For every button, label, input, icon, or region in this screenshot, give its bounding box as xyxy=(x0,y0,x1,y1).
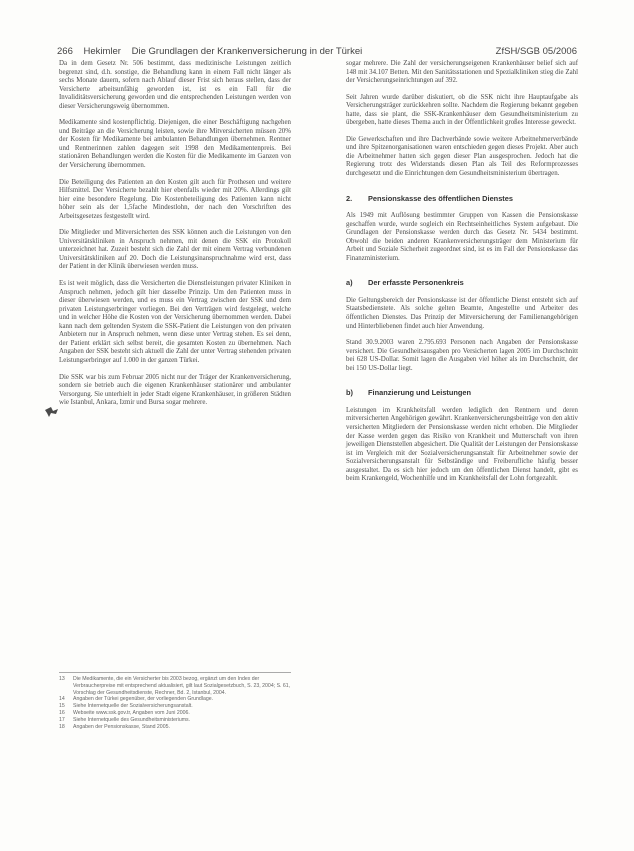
left-column xyxy=(59,60,291,416)
subsection-number: a) xyxy=(346,278,353,288)
paragraph: Die SSK war bis zum Februar 2005 nicht nur der Träger der Krankenversicherung, sondern sie betrieb auch die eigenen Krankenhäuser stationärer und ambulanter Versorgung. Sie unterhielt in jeder Stadt eigene Krankenhäuser, in größeren Städten wie Istanbul, Ankara, Izmir und Bursa sogar mehrere. xyxy=(59,373,291,407)
header-left xyxy=(57,46,370,57)
paragraph: Seit Jahren wurde darüber diskutiert, ob die SSK nicht ihre Hauptaufgabe als Versicherungsträger zurückkehren sollte. Nachdem die Regierung bekannt gegeben hatte, dass sie plant, die SSK-Krankenhäuser dem Gesundheitsministerium zu übergeben, hatte dieses Thema auch in der Öffentlichkeit großes Interesse geweckt. xyxy=(346,93,578,127)
paragraph: Da in dem Gesetz Nr. 506 bestimmt, dass medizinische Leistungen zeitlich begrenzt sind, d.h. sonstige, die Behandlung kann in einem Fall nicht länger als sechs Monate dauern, sofern nach Ablauf dieser Frist sich heraus stellen, dass der Versicherte arbeitsunfähig geworden ist, ist es ein Fall für die Invaliditätsversicherung geworden und die entsprechenden Leistungen werden von dieser Versicherungsweig übernommen. xyxy=(59,60,291,110)
subsection-number: b) xyxy=(346,388,353,398)
paragraph: Die Mitglieder und Mitversicherten des SSK können auch die Leistungen von den Universitätskliniken in Anspruch nehmen, mit denen die SSK ein Protokoll unterzeichnet hat. Zuzeit besteht sich die Zahl der mit einem Vertrag verbundenen Universitätskliniken auf 20. Doch die Leistungsinanspruchnahme wird erst, dass der Patient in der Klinik überwiesen werden muss. xyxy=(59,229,291,271)
footnote: 13 Die Medikamente, die ein Versicherter bis 2003 bezog, ergänzt um den Index der Verbraucherpreise mit entsprechend aktualisiert, gilt laut Sozialgesetzbuch, S. 23, 2004; S. 61, Vorschlag der Gesundheitsdienste, Rechner, Bd. 2, Istanbul, 2004. xyxy=(59,676,291,696)
paragraph: Stand 30.9.2003 waren 2.795.693 Personen nach Angaben der Pensionskasse versichert. Die Gesundheitsausgaben pro Versicherten lagen 2005 im Durchschnitt bei 628 US-Dollar. Somit lagen die Ausgaben viel höher als im Durchschnitt, der bei 150 US-Dollar liegt. xyxy=(346,339,578,372)
subsection-title: Der erfasste Personenkreis xyxy=(368,278,464,288)
header-title: Die Grundlagen der Krankenversicherung in der Türkei xyxy=(131,46,363,57)
right-column xyxy=(346,60,578,492)
paragraph: Medikamente sind kostenpflichtig. Diejenigen, die einer Beschäftigung nachgehen und Beiträge an die Versicherung leisten, sowie ihre Mitversicherten müssen 20% der Kosten für Medikamente bei ambulanten Behandlungen übernehmen. Rentner und Rentnerinnen zahlen dagegen seit 1998 den Medikamentenpreis. Bei stationären Behandlungen werden die Kosten für die Medikamente im Ganzen von der Versicherung übernommen. xyxy=(59,119,291,170)
paragraph: Die Gewerkschaften und ihre Dachverbände sowie weitere Arbeitnehmerverbände und ihre Spitzenorganisationen waren entschieden gegen dieses Projekt. Aber auch die Arbeitnehmer hatten sich gegen dieser Plan ausgesprochen. Jedoch hat die Regierung trotz des Widerstands diesen Plan als Teil des Reformprozesses durchgesetzt und die Einrichtungen dem Gesundheitsministerium übertragen. xyxy=(346,135,578,178)
footnote: 15 Siehe Internetquelle der Sozialversicherungsanstalt. xyxy=(59,703,193,710)
paragraph: Die Geltungsbereich der Pensionskasse ist der öffentliche Dienst entsteht sich auf Staatsbedienstete. Als solche gelten Beamte, Angestellte und Arbeiter des öffentlichen Dienstes. Das Prinzip der Mitversicherung der Familienangehörigen und Hinterbliebenen findet auch hier Anwendung. xyxy=(346,296,578,330)
section-title: Pensionskasse des öffentlichen Dienstes xyxy=(368,193,513,203)
section-number: 2. xyxy=(346,193,353,203)
paragraph: Leistungen im Krankheitsfall werden lediglich den Rentnern und deren mitversicherten Angehörigen gewährt. Krankenversicherungsbeiträge von den aktiv versicherten Mitgliedern der Pensionskasse werden nicht erhoben. Die Mitglieder der Kasse werden gegen das Risiko von Krankheit und Mutterschaft von ihren jeweiligen Dienststellen abgesichert. Die Qualität der Leistungen der Pensionskasse ist im Vergleich mit der Sozialversicherungsanstalt für Arbeitnehmer sowie der Sozialversicherungsanstalt für Selbständige und Freiberufliche häufig besser ausgestaltet. Da es sich hier jedoch um den öffentlichen Dienst handelt, gibt es beim Krankengeld, Wochenhilfe und im Krankheitsfall der Lohn fortgezahlt. xyxy=(346,406,578,483)
paragraph: sogar mehrere. Die Zahl der versicherungseigenen Krankenhäuser belief sich auf 148 mit 34.107 Betten. Mit den Sanitätsstationen und Spezialkliniken stieg die Zahl der Versicherungseinrichtungen auf 392. xyxy=(346,60,578,85)
ink-smudge-mark xyxy=(43,404,61,420)
paragraph: Als 1949 mit Auflösung bestimmter Gruppen von Kassen die Pensionskasse geschaffen wurde, wurde sogleich ein Rechtseinheitliches System aufgebaut. Die Grundlagen der Pensionskasse werden durch das Gesetz Nr. 5434 bestimmt. Obwohl die beiden anderen Krankenversicherungsträger dem Ministerium für Arbeit und Soziale Sicherheit zugeordnet sind, ist es im Fall der Pensionskasse das Finanzministerium. xyxy=(346,212,578,262)
subsection-heading xyxy=(346,279,578,288)
journal-reference: ZfSH/SGB 05/2006 xyxy=(495,46,577,57)
subsection-heading xyxy=(346,389,578,398)
paragraph: Es ist weit möglich, dass die Versicherten die Dienstleistungen privater Kliniken in Anspruch nehmen, jedoch gilt hier dasselbe Prinzip. Um den Patienten muss in dieser überwiesen werden, und es muss ein Vertrag zwischen der SSK und dem privaten Leistungserbringer vorliegen. Bei den Verträgen wird festgelegt, welche und in welcher Höhe die Kosten von der Versicherung übernommen werden. Dabei kann nach dem geltenden System die SSK-Patient die Leistungen von den privaten Anbietern nur in Anspruch nehmen, wenn diese unter Vertrag stehen. Es sei denn, der Patient erklärt sich selbst bereit, die gesamten Kosten zu übernehmen. Nach Angaben der SSK besteht sich aktuell die Zahl der unter Vertrag stehenden privaten Leistungserbringer auf 1.000 in der ganzen Türkei. xyxy=(59,280,291,364)
paragraph: Die Beteiligung des Patienten an den Kosten gilt auch für Prothesen und weitere Hilfsmittel. Der Versicherte bezahlt hier ebenfalls wieder mit 20%. Allerdings gilt hier eine besondere Regelung. Die Kostenbeteiligung des Patienten kann nicht höher sein als der 1,5fache Mindestlohn, der nach den Vorschriften des Arbeitsgesetzes festgestellt wird. xyxy=(59,178,291,220)
footnote: 18 Angaben der Pensionskasse, Stand 2005. xyxy=(59,723,170,730)
page-header xyxy=(57,46,577,57)
footnote: 17 Siehe Internetquelle des Gesundheitsministeriums. xyxy=(59,716,191,723)
subsection-title: Finanzierung und Leistungen xyxy=(368,388,472,398)
page-number: 266 xyxy=(57,46,73,57)
footnote: 16 Webseite www.ssk.gov.tr, Angaben vom Juni 2006. xyxy=(59,709,190,716)
section-heading xyxy=(346,195,578,204)
footnotes xyxy=(59,672,291,730)
footnote: 14 Angaben der Türkei gegenüber, der vorliegenden Grundlage. xyxy=(59,696,214,703)
header-author: Hekimler xyxy=(83,46,121,57)
